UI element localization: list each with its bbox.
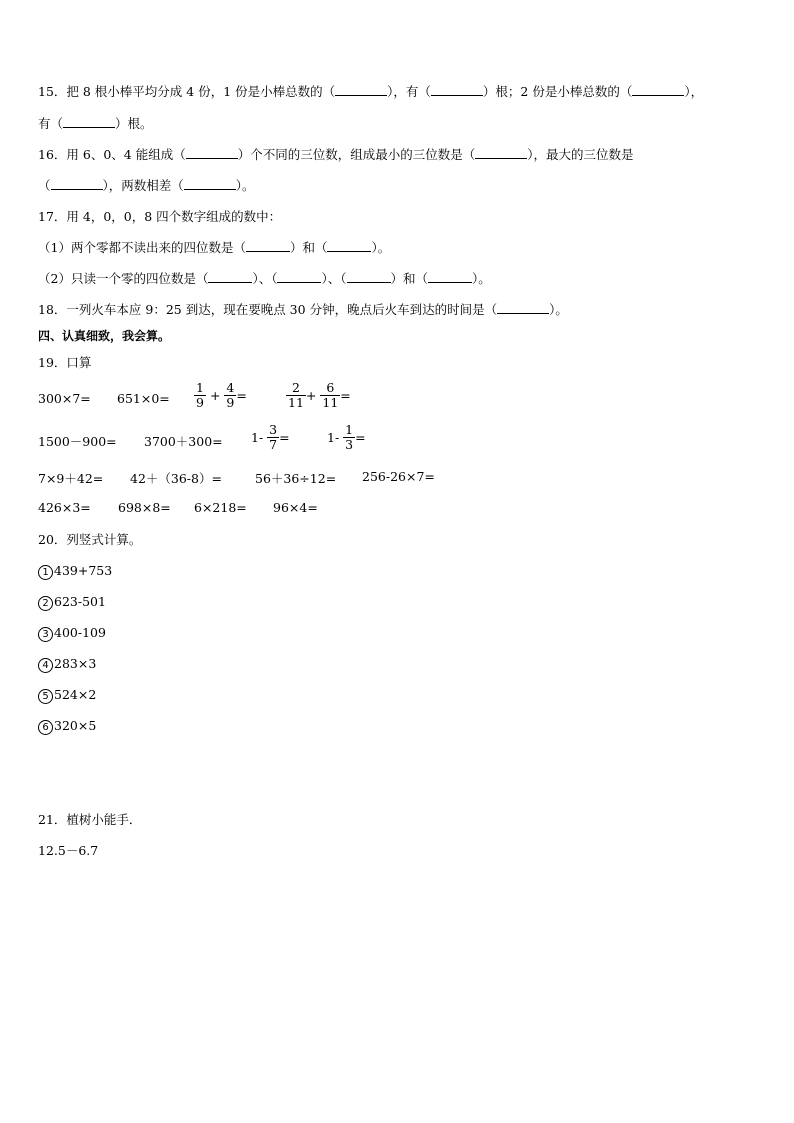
q16-line2: （ ），两数相差（ ）。 [38, 178, 255, 193]
circled-number: 5 [38, 689, 53, 704]
q16-line1: 16．用 6、0、4 能组成（ ）个不同的三位数，组成最小的三位数是（ ），最大的三位数是 [38, 147, 634, 162]
vertical-calc-item: 2 623-501 [38, 594, 106, 611]
calc-item: 7×9＋42= [38, 471, 104, 486]
fraction-sum: $\frac{2}{11}$ + $\frac{6}{11}$ = [288, 380, 351, 410]
fraction-sum: $\frac{1}{9}$ + $\frac{4}{9}$ = [196, 380, 247, 410]
answer-blank[interactable] [246, 240, 290, 252]
fraction-subtract: 1- $\frac{3}{7}$ = [251, 422, 290, 452]
calc-item: 1500－900= [38, 434, 117, 449]
q18-line: 18．一列火车本应 9：25 到达，现在要晚点 30 分钟，晚点后火车到达的时间是（ ）。 [38, 302, 568, 317]
q21-title: 21．植树小能手． [38, 812, 142, 827]
calc-item: 3700＋300= [144, 434, 223, 449]
q15-line2: 有（ ）根。 [38, 116, 153, 131]
calc-item: 96×4= [273, 500, 318, 515]
circled-number: 3 [38, 627, 53, 642]
answer-blank[interactable] [184, 178, 236, 190]
q21-expression: 12.5－6.7 [38, 843, 99, 858]
calc-item: 256-26×7= [362, 469, 435, 484]
answer-blank[interactable] [475, 147, 527, 159]
answer-blank[interactable] [51, 178, 103, 190]
answer-blank[interactable] [335, 84, 387, 96]
vertical-calc-item: 5 524×2 [38, 687, 96, 704]
calc-item: 56＋36÷12= [255, 471, 337, 486]
answer-blank[interactable] [632, 84, 684, 96]
circled-number: 6 [38, 720, 53, 735]
q17-title: 17．用 4，0，0，8 四个数字组成的数中： [38, 209, 282, 224]
q19-row4 [38, 500, 758, 534]
circled-number: 4 [38, 658, 53, 673]
calc-item: 42＋（36-8）= [130, 471, 222, 486]
answer-blank[interactable] [497, 302, 549, 314]
vertical-calc-item: 3 400-109 [38, 625, 106, 642]
answer-blank[interactable] [208, 271, 252, 283]
calc-item: 426×3= [38, 500, 91, 515]
vertical-calc-item: 1 439+753 [38, 563, 112, 580]
circled-number: 2 [38, 596, 53, 611]
circled-number: 1 [38, 565, 53, 580]
vertical-calc-item: 4 283×3 [38, 656, 96, 673]
answer-blank[interactable] [431, 84, 483, 96]
q19-row2 [38, 423, 758, 457]
q19-title: 19．口算 [38, 355, 92, 370]
q20-title: 20．列竖式计算。 [38, 532, 142, 547]
answer-blank[interactable] [186, 147, 238, 159]
calc-item: 651×0= [117, 391, 170, 406]
calc-item: 698×8= [118, 500, 171, 515]
vertical-calc-item: 6 320×5 [38, 718, 96, 735]
q17-part2: （2）只读一个零的四位数是（ ）、（ ）、（ ）和（ ）。 [38, 271, 491, 286]
calc-item: 6×218= [194, 500, 247, 515]
answer-blank[interactable] [428, 271, 472, 283]
q19-row1 [38, 381, 758, 415]
fraction-subtract: 1- $\frac{1}{3}$ = [327, 422, 366, 452]
answer-blank[interactable] [347, 271, 391, 283]
answer-blank[interactable] [277, 271, 321, 283]
section-heading: 四、认真细致，我会算。 [38, 329, 171, 343]
answer-blank[interactable] [327, 240, 371, 252]
calc-item: 300×7= [38, 391, 91, 406]
q19-row3 [38, 469, 758, 503]
q17-part1: （1）两个零都不读出来的四位数是（ ）和（ ）。 [38, 240, 391, 255]
q15-line1: 15．把 8 根小棒平均分成 4 份，1 份是小棒总数的（ ），有（ ）根；2 份是小棒总数的（ ）， [38, 84, 704, 99]
answer-blank[interactable] [63, 116, 115, 128]
